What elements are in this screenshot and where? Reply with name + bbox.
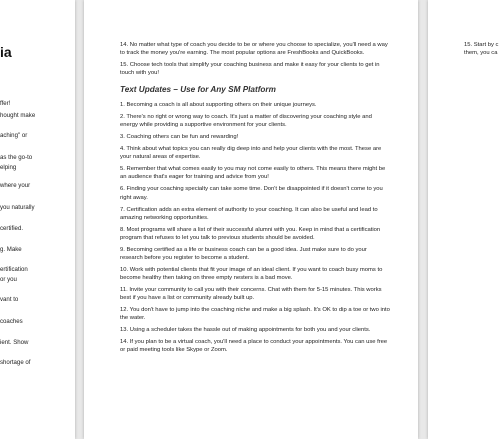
left-page-fragment xyxy=(0,0,75,439)
right-text-fragment: 15. Start by c xyxy=(464,42,499,48)
left-text-fragment: where your xyxy=(0,182,31,189)
top-paragraph: 15. Choose tech tools that simplify your coaching business and make it easy for your clients to get in touch with you! xyxy=(120,62,380,77)
list-item: 6. Finding your coaching specialty can take some time. Don't be disappointed if it doesn't come to you right away. xyxy=(120,186,383,201)
list-item: 12. You don't have to jump into the coaching niche and make a big splash. It's OK to dip a toe or two into the water. xyxy=(120,306,390,322)
right-page-fragment xyxy=(428,0,500,439)
left-text-fragment: or you xyxy=(0,276,17,283)
list-item: 10. Work with potential clients that fit your image of an ideal client. If you want to coach busy moms to become healthy then taking on three empty nesters is a bad move. xyxy=(120,266,383,281)
right-text-fragment: them, you ca xyxy=(464,50,498,56)
list-item: 4. Think about what topics you can really dig deep into and help your clients with the most. These are your natural areas of expertise. xyxy=(120,146,382,161)
list-item: 7. Certification adds an extra element of authority to your coaching. It can also be useful and lead to amazing networking opportunities. xyxy=(120,206,378,221)
left-text-fragment: vant to xyxy=(0,296,19,303)
left-page-heading: ia xyxy=(0,44,12,60)
list-item: 5. Remember that what comes easily to you may not come easily to others. This means there might be an audience that's eager for training and advice from you! xyxy=(120,166,386,181)
list-item: 11. Invite your community to call you with their concerns. Chat with them for 5-15 minutes. This works best if you have a list or community already built up. xyxy=(120,286,382,301)
left-text-fragment: shortage of xyxy=(0,359,31,366)
list-item: 13. Using a scheduler takes the hassle out of making appointments for both you and your clients. xyxy=(120,327,371,334)
top-paragraph: 14. No matter what type of coach you decide to be or where you choose to specialize, you'll need a way to track the money you're earning. The most popular options are FreshBooks and QuickBooks. xyxy=(120,42,388,57)
main-document-page xyxy=(84,0,418,439)
left-text-fragment: you naturally xyxy=(0,204,35,211)
list-item: 2. There's no right or wrong way to coach. It's just a matter of discovering your coaching style and energy while providing a supportive environment for your clients. xyxy=(120,114,372,129)
left-text-fragment: certified. xyxy=(0,225,24,232)
left-text-fragment: g. Make xyxy=(0,246,22,253)
list-item: 8. Most programs will share a list of their successful alumni with you. Keep in mind that a certification program that refuses to let you talk to previous students should be avoided. xyxy=(120,226,381,241)
list-item: 1. Becoming a coach is all about supporting others on their unique journeys. xyxy=(120,102,317,109)
list-item: 14. If you plan to be a virtual coach, you'll need a place to conduct your appointments. You can use free or paid meeting tools like Skype or Zoom. xyxy=(120,339,388,354)
left-text-fragment: elping xyxy=(0,164,17,171)
left-text-fragment: ertification xyxy=(0,266,28,273)
left-text-fragment: coaches xyxy=(0,318,23,325)
list-item: 3. Coaching others can be fun and rewarding! xyxy=(120,134,239,141)
left-text-fragment: ffer! xyxy=(0,100,11,107)
list-item: 9. Becoming certified as a life or business coach can be a good idea. Just make sure to do your research before you register to become a student. xyxy=(120,246,367,261)
left-text-fragment: aching" or xyxy=(0,132,28,139)
left-text-fragment: ient. Show xyxy=(0,339,29,346)
left-text-fragment: as the go-to xyxy=(0,154,33,161)
section-heading: Text Updates – Use for Any SM Platform xyxy=(120,85,276,95)
left-text-fragment: hought make xyxy=(0,112,36,119)
page-body xyxy=(120,41,390,358)
